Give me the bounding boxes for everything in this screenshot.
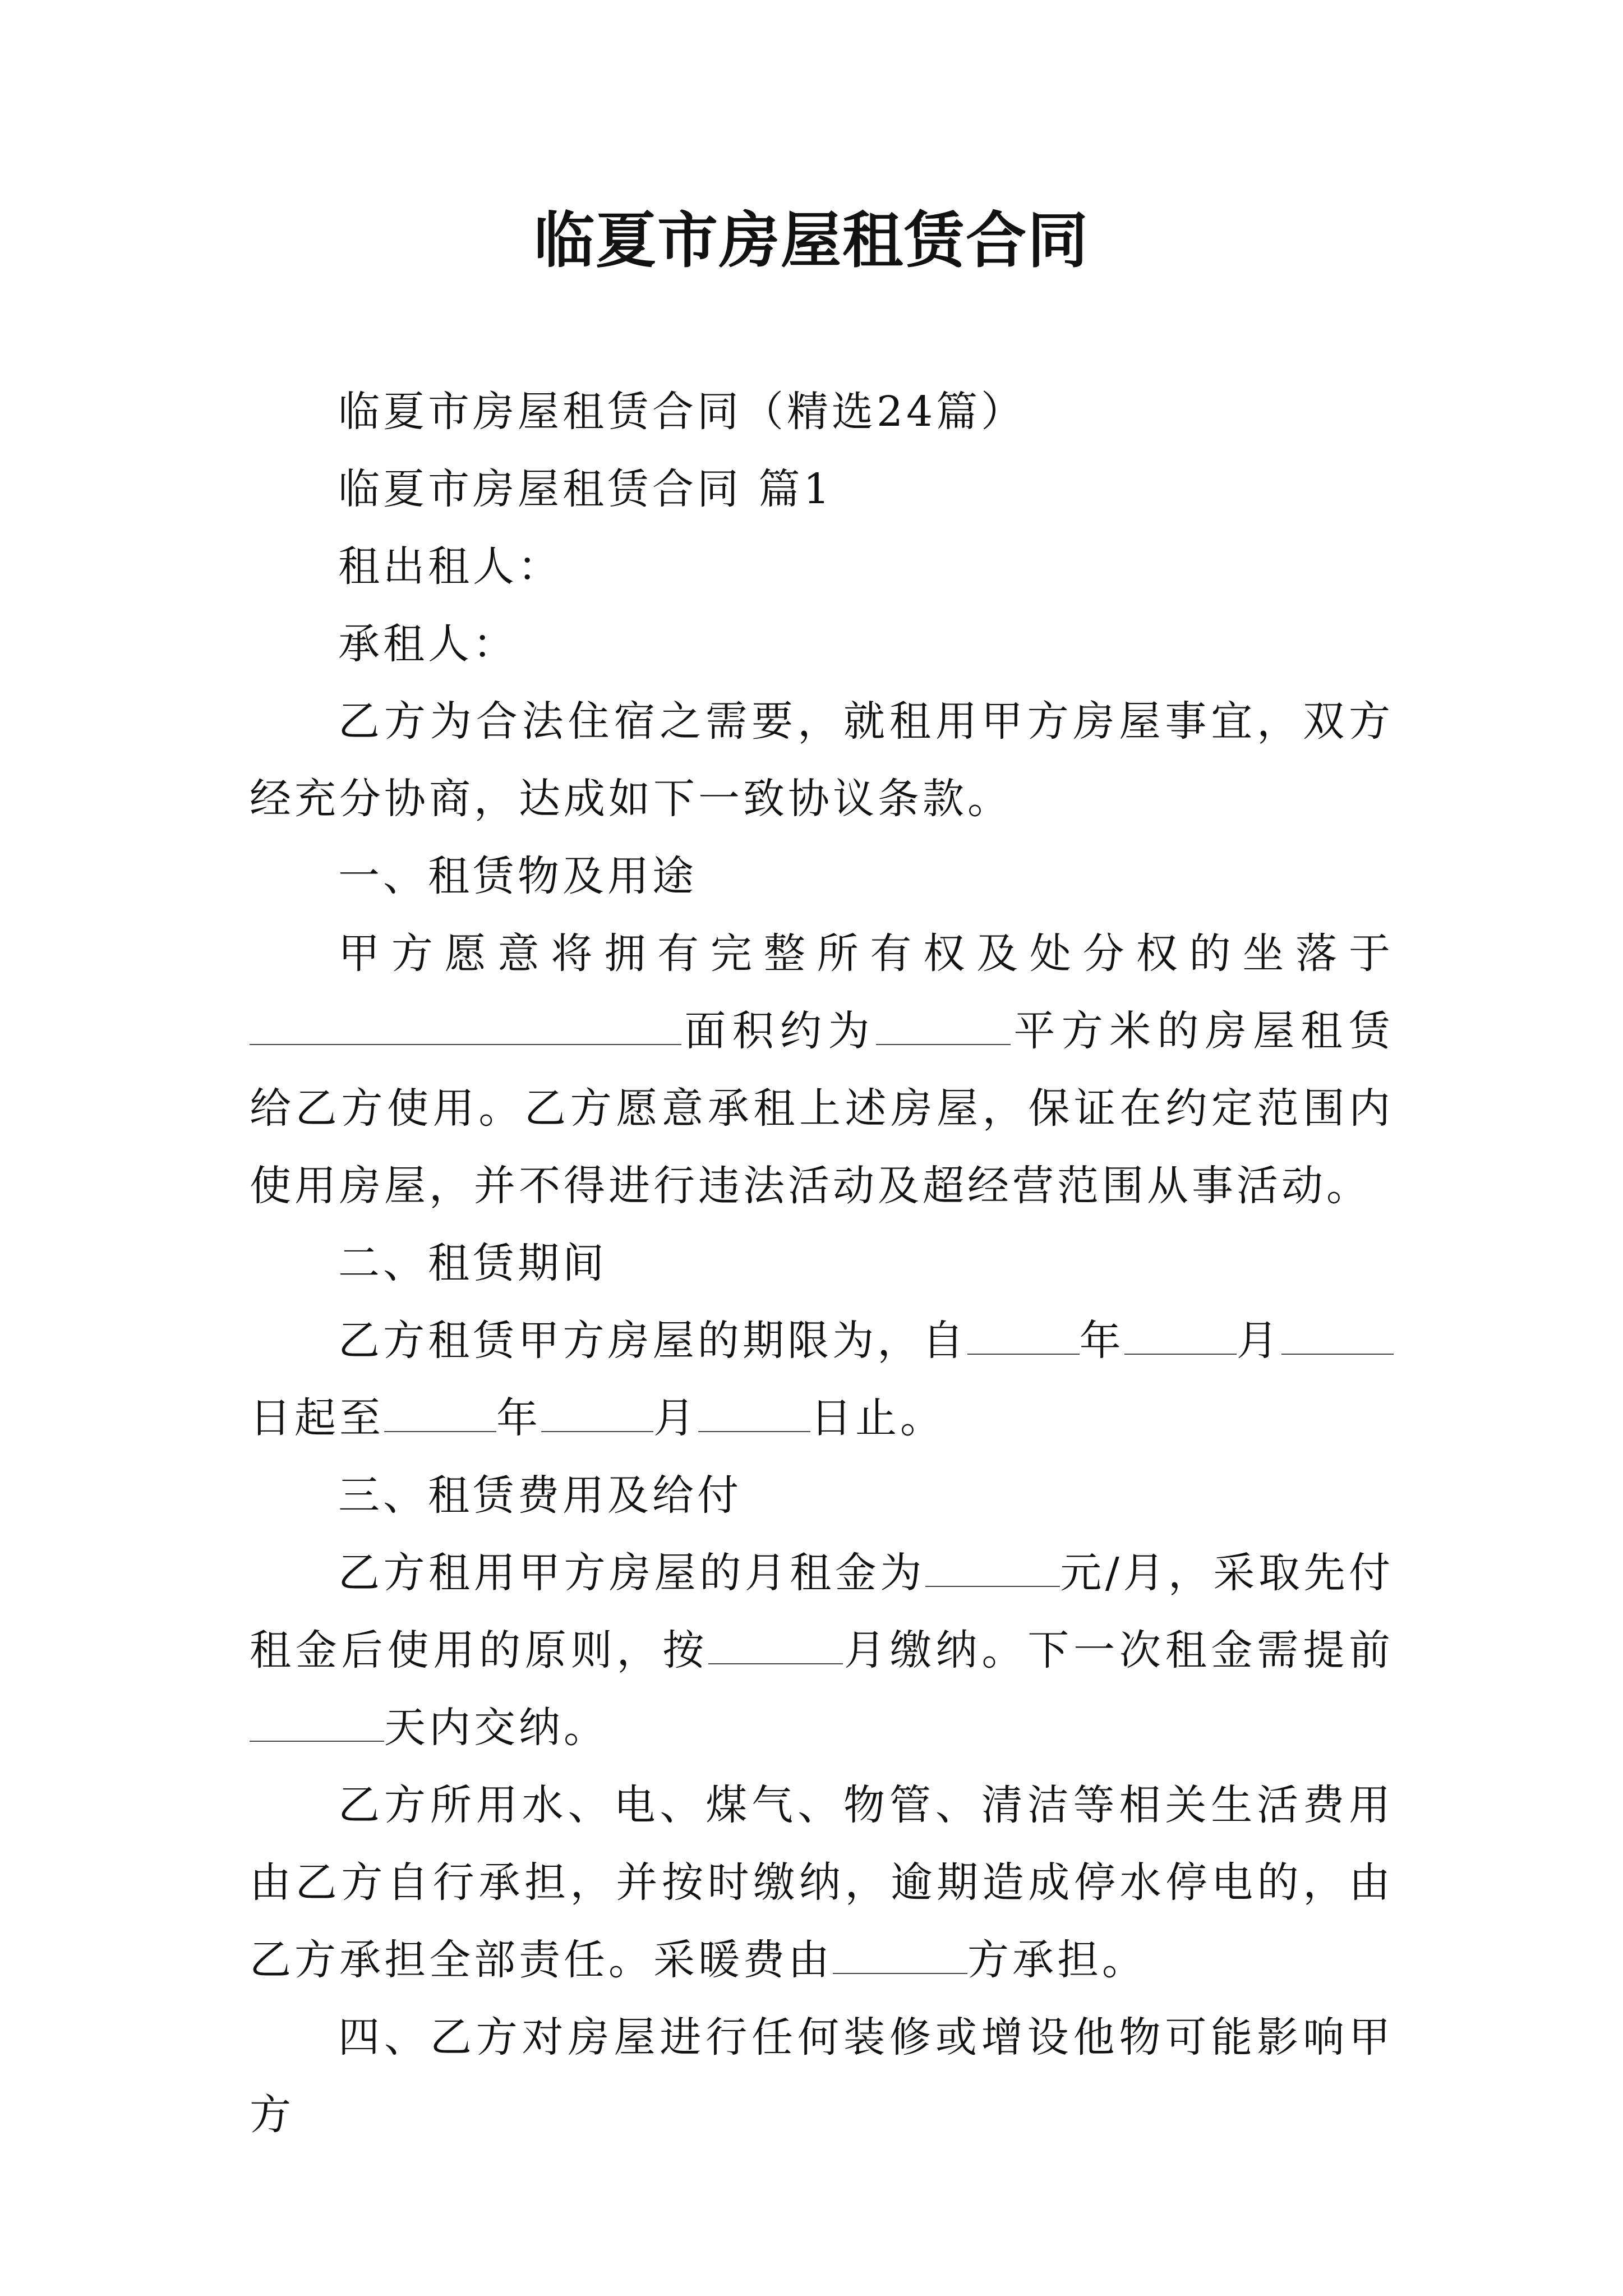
clause-heading-4: 四、乙方对房屋进行任何装修或增设他物可能影响甲方 xyxy=(250,2013,1394,2139)
blank-advance-days xyxy=(250,1699,384,1742)
blank-heating-party xyxy=(833,1931,967,1974)
blank-area xyxy=(876,1002,1011,1045)
paragraph-section-heading: 临夏市房屋租赁合同 篇1 xyxy=(338,465,833,513)
blank-end-day xyxy=(698,1389,810,1432)
clause-heading-2: 二、租赁期间 xyxy=(338,1239,607,1287)
clause-2-text-g: 日止。 xyxy=(810,1394,945,1442)
blank-address xyxy=(250,1002,681,1045)
clause-2-text-d: 日起至 xyxy=(250,1394,384,1442)
clause-2-text-b: 年 xyxy=(1079,1317,1124,1365)
blank-start-month xyxy=(1124,1312,1237,1355)
blank-end-month xyxy=(541,1389,653,1432)
blank-monthly-rent xyxy=(925,1544,1060,1587)
clause-1-text-b: 面积约为 xyxy=(681,1007,876,1055)
paragraph-lessee: 承租人： xyxy=(338,620,518,668)
paragraph-lessor: 租出租人： xyxy=(338,542,562,591)
clause-3-utilities-text-a: 乙方所用水、电、煤气、物管、清洁等相关生活费用由乙方自行承担，并按时缴纳，逾期造成停水停电的，由乙方承担全部责任。采暖费由 xyxy=(250,1781,1394,1984)
paragraph-subtitle: 临夏市房屋租赁合同（精选24篇） xyxy=(338,388,1026,436)
document-title: 临夏市房屋租赁合同 xyxy=(533,206,1089,276)
clause-2-text-c: 月 xyxy=(1236,1317,1282,1365)
clause-heading-1: 一、租赁物及用途 xyxy=(338,852,697,900)
clause-3-body xyxy=(250,1534,1394,1766)
clause-2-text-e: 年 xyxy=(496,1394,541,1442)
clause-3-text-d: 天内交纳。 xyxy=(384,1704,608,1752)
clause-3-text-b: 元/月，采取先付租金后使用的原则，按 xyxy=(250,1549,1394,1674)
clause-3-utilities-text-b: 方承担。 xyxy=(967,1936,1147,1984)
clause-1-body xyxy=(250,915,1394,1225)
clause-1-text-a: 甲方愿意将拥有完整所有权及处分权的坐落于 xyxy=(338,930,1394,978)
clause-2-text-f: 月 xyxy=(653,1394,698,1442)
clause-3-utilities xyxy=(250,1766,1394,1999)
blank-start-day xyxy=(1281,1312,1394,1355)
clause-1-text-c: 平方米的房屋租赁给乙方使用。乙方愿意承租上述房屋，保证在约定范围内使用房屋，并不得进行违法活动及超经营范围从事活动。 xyxy=(250,1007,1394,1210)
clause-3-text-a: 乙方租用甲方房屋的月租金为 xyxy=(338,1549,925,1597)
clause-3-text-c: 月缴纳。下一次租金需提前 xyxy=(843,1626,1394,1674)
clause-2-text-a: 乙方租赁甲方房屋的期限为，自 xyxy=(338,1317,967,1365)
document-body xyxy=(250,373,1394,2154)
blank-payment-period xyxy=(708,1622,843,1664)
clause-heading-3: 三、租赁费用及给付 xyxy=(338,1471,742,1520)
clause-2-body xyxy=(250,1302,1394,1457)
blank-end-year xyxy=(384,1389,496,1432)
paragraph-preamble: 乙方为合法住宿之需要，就租用甲方房屋事宜，双方经充分协商，达成如下一致协议条款。 xyxy=(250,697,1394,823)
blank-start-year xyxy=(967,1312,1080,1355)
